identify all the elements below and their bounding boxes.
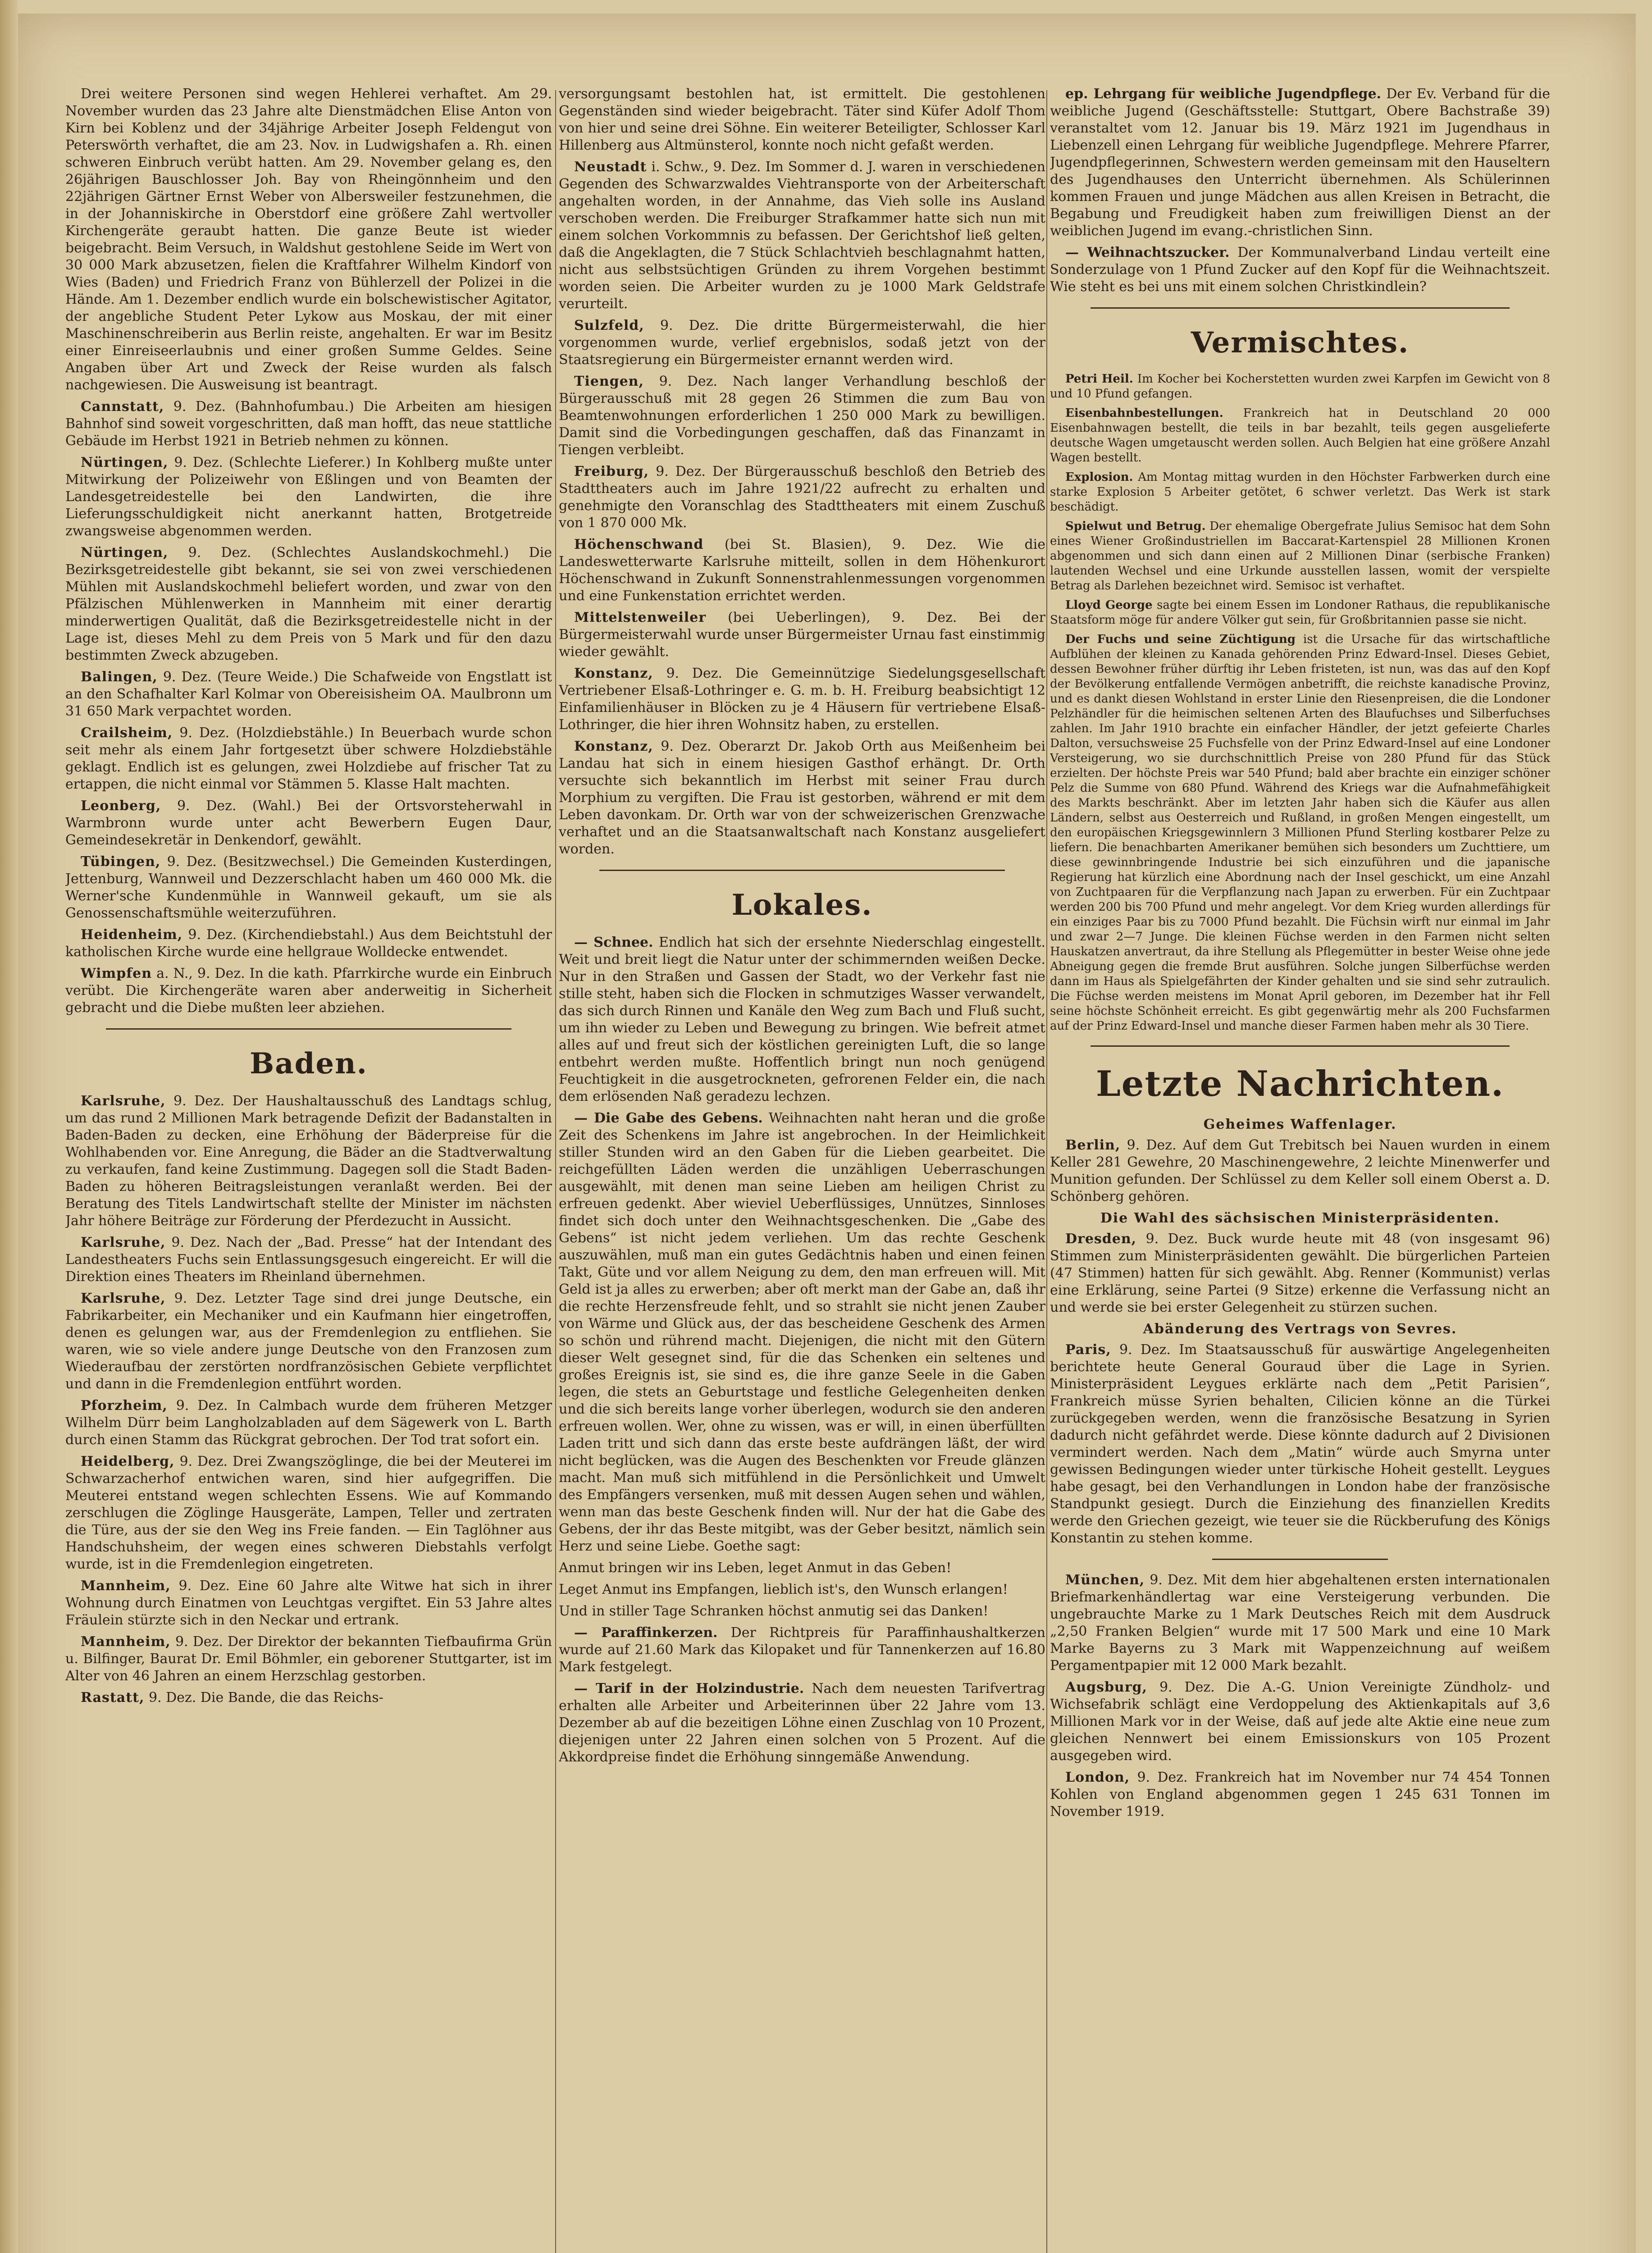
article-mannheim-2: Mannheim, 9. Dez. Der Direktor der bekannten Tiefbaufirma Grün u. Bilfinger, Baurat Dr. Emil Böhmler, ein geborener Stuttgarter, ist im Alter von 46 Jahren an einem Herzschlag gestorben. bbox=[65, 1634, 552, 1684]
article-muenchen: München, 9. Dez. Mit dem hier abgehaltenen ersten internationalen Briefmarkenhändlertag war eine Versteigerung verbunden. Die ungebrauchte Marke zu 1 Mark Deutsches Reich mit dem Ausdruck „2,50 Franken Belgien“ wurde mit 17 500 Mark und eine 10 Mark Marke Bayerns zu 3 Mark mit Wappenzeichnung auf weißem Pergamentpapier mit 12 000 Mark bezahlt. bbox=[1050, 1572, 1550, 1674]
article-paraffinkerzen: — Paraffinkerzen. Der Richtpreis für Paraffinhaushaltkerzen wurde auf 21.60 Mark das Kilopaket und für Tannenkerzen auf 16.80 Mark festgelegt. bbox=[559, 1625, 1045, 1675]
article-divider bbox=[1212, 1559, 1388, 1560]
article-cannstatt: Cannstatt, 9. Dez. (Bahnhofumbau.) Die Arbeiten am hiesigen Bahnhof sind soweit vorgeschritten, daß man hofft, das neue stattliche Gebäude im Herbst 1921 in Betrieb nehmen zu können. bbox=[65, 399, 552, 449]
article-lead: ep. Lehrgang für weibliche Jugendpflege. bbox=[1065, 86, 1382, 102]
place-name: Mittelstenweiler bbox=[574, 610, 707, 625]
article-tiengen: Tiengen, 9. Dez. Nach langer Verhandlung beschloß der Bürgerausschuß mit 28 gegen 26 Stimmen die zum Bau von Beamtenwohnungen erforderlichen 1 250 000 Mark zu bewilligen. Damit sind die Vorbedingungen geschaffen, daß das Finanzamt in Tiengen verbleibt. bbox=[559, 374, 1045, 458]
article-schnee: — Schnee. Endlich hat sich der ersehnte Niederschlag eingestellt. Weit und breit liegt die Natur unter der schimmernden weißen Decke. Nur in den Straßen und Gassen der Stadt, wo der Verkehr fast nie stille steht, haben sich die Flocken in schmutziges Wasser verwandelt, das sich durch Rinnen und Kanäle den Weg zum Bach und Fluß sucht, um ihn wieder zu Leben und Bewegung zu bringen. Wie befreit atmet alles auf und freut sich der köstlichen gereinigten Luft, die so lange entbehrt werden mußte. Hoffentlich bringt nun noch genügend Feuchtigkeit in die ausgetrockneten, gefrorenen Felder ein, die nach dem erlösenden Naß geradezu lechzen. bbox=[559, 935, 1045, 1104]
article-lead: — Die Gabe des Gebens. bbox=[574, 1110, 763, 1126]
item-lead: Spielwut und Betrug. bbox=[1065, 520, 1206, 533]
article-weihnachtszucker: — Weihnachtszucker. Der Kommunalverband Lindau verteilt eine Sonderzulage von 1 Pfund Zucker auf den Kopf für die Weihnachtszeit. Wie steht es bei uns mit einem solchen Christkindlein? bbox=[1050, 245, 1550, 295]
article-paris: Paris, 9. Dez. Im Staatsausschuß für auswärtige Angelegenheiten berichtete heute General Gouraud über die Lage in Syrien. Ministerpräsident Leygues erklärte nach dem „Petit Parisien“, Frankreich müsse Syrien behalten, Cilicien könne an die Türkei zurückgegeben werden, wenn die französische Besatzung in Syrien dadurch nicht gefährdet werde. Diese könnte dadurch auf 2 Divisionen vermindert werden. Nach dem „Matin“ würde auch Smyrna unter gewissen Bedingungen wieder unter türkische Hoheit gestellt. Leygues habe gesagt, bei den Verhandlungen in London habe der französische Standpunkt gesiegt. Durch die Einziehung des finanziellen Kredits werde den Griechen gezeigt, wie teuer sie die Rückberufung des Königs Konstantin zu stehen komme. bbox=[1050, 1342, 1550, 1546]
vermischtes-block bbox=[1050, 372, 1550, 1034]
section-heading-letzte-nachrichten: Letzte Nachrichten. bbox=[1095, 1063, 1505, 1104]
article-pforzheim: Pforzheim, 9. Dez. In Calmbach wurde dem früheren Metzger Wilhelm Dürr beim Langholzabladen auf dem Sägewerk von L. Barth durch einen Stamm das Rückgrat gebrochen. Der Tod trat sofort ein. bbox=[65, 1398, 552, 1448]
column-rule-1 bbox=[555, 90, 556, 2253]
place-name: Nürtingen, bbox=[81, 545, 169, 561]
place-name: Karlsruhe, bbox=[81, 1291, 166, 1306]
article-tarif: — Tarif in der Holzindustrie. Nach dem neuesten Tarifvertrag erhalten alle Arbeiter und Arbeiterinnen über 22 Jahre vom 13. Dezember ab auf die bezeitigen Löhne einen Zuschlag von 10 Prozent, diejenigen unter 22 Jahren einen solchen von 5 Prozent. Auf die Akkordpreise findet die Erhöhung sinngemäße Anwendung. bbox=[559, 1681, 1045, 1765]
place-name: Freiburg, bbox=[574, 464, 649, 479]
place-name: Heidenheim, bbox=[81, 927, 183, 943]
place-name: Dresden, bbox=[1065, 1231, 1137, 1247]
article-konstanz-1: Konstanz, 9. Dez. Die Gemeinnützige Siedelungsgesellschaft Vertriebener Elsaß-Lothringer e. G. m. b. H. Freiburg beabsichtigt 12 Einfamilienhäuser in Blöcken zu je 4 Häusern für vertriebene Elsaß-Lothringer, die hier ihren Wohnsitz haben, zu erstellen. bbox=[559, 666, 1045, 733]
article-lead: — Weihnachtszucker. bbox=[1065, 245, 1230, 260]
article-sulzfeld: Sulzfeld, 9. Dez. Die dritte Bürgermeisterwahl, die hier vorgenommen wurde, verlief ergebnislos, sodaß jetzt von der Staatsregierung ein Bürgermeister ernannt werden wird. bbox=[559, 318, 1045, 368]
column-2 bbox=[559, 86, 1045, 2253]
article-dresden: Dresden, 9. Dez. Buck wurde heute mit 48 (von insgesamt 96) Stimmen zum Ministerpräsidenten gewählt. Die bürgerlichen Parteien (47 Stimmen) hatten für sich gewählt. Abg. Renner (Kommunist) verlas eine Erklärung, seine Partei (9 Sitze) erkenne die Verfassung nicht an und werde sie bei erster Gelegenheit zu stürzen suchen. bbox=[1050, 1231, 1550, 1315]
article-konstanz-2: Konstanz, 9. Dez. Oberarzt Dr. Jakob Orth aus Meißenheim bei Landau hat sich in einem hiesigen Gasthof erhängt. Dr. Orth versuchte sich bekanntlich im Herbst mit seiner Frau durch Morphium zu vergiften. Die Frau ist gestorben, während er mit dem Leben davonkam. Dr. Orth war von der schweizerischen Grenzwache verhaftet und an die Staatsanwaltschaft nach Konstanz ausgeliefert worden. bbox=[559, 739, 1045, 857]
article-rastatt: Rastatt, 9. Dez. Die Bande, die das Reichs- bbox=[81, 1690, 383, 1706]
item-lloyd-george: Lloyd George sagte bei einem Essen im Londoner Rathaus, die republikanische Staatsform möge für andere Völker gut sein, für Großbritannien passe sie nicht. bbox=[1050, 598, 1550, 627]
place-name: Mannheim, bbox=[81, 1634, 171, 1650]
place-name: Rastatt, bbox=[81, 1690, 145, 1706]
subheading-waffenlager: Geheimes Waffenlager. bbox=[1203, 1117, 1397, 1132]
article-mittelstenweiler: Mittelstenweiler (bei Ueberlingen), 9. Dez. Bei der Bürgermeisterwahl wurde unser Bürgermeister Urnau fast einstimmig wieder gewählt. bbox=[559, 610, 1045, 660]
article-rastatt-continued: versorgungsamt bestohlen hat, ist ermittelt. Die gestohlenen Gegenständen sind wieder beigebracht. Täter sind Küfer Adolf Thom von hier und seine drei Söhne. Ein weiterer Beteiligter, Schlosser Karl Hillenberg aus Altmünsterol, konnte noch nicht gefaßt werden. bbox=[559, 86, 1045, 153]
item-eisenbahn: Eisenbahnbestellungen. Frankreich hat in Deutschland 20 000 Eisenbahnwagen bestellt, die teils in bar bezahlt, teils gegen ausgelieferte deutsche Wagen umgetauscht werden sollen. Auch Belgien hat eine größere Anzahl Wagen bestellt. bbox=[1050, 406, 1550, 465]
article-crailsheim: Crailsheim, 9. Dez. (Holzdiebstähle.) In Beuerbach wurde schon seit mehr als einem Jahr fortgesetzt über schwere Holzdiebstähle geklagt. Endlich ist es gelungen, zwei Holzdiebe auf frischer Tat zu ertappen, die nicht einmal vor Stämmen 5. Klasse Halt machten. bbox=[65, 725, 552, 792]
page-binding-edge bbox=[0, 0, 18, 2253]
place-name: Heidelberg, bbox=[81, 1454, 175, 1469]
section-heading-vermischtes: Vermischtes. bbox=[1191, 326, 1410, 360]
article-tuebingen: Tübingen, 9. Dez. (Besitzwechsel.) Die Gemeinden Kusterdingen, Jettenburg, Wannweil und Dezzerschlacht haben um 460 000 Mk. die Werner'sche Kundenmühle in Wannweil gekauft, um sie als Genossenschaftsmühle weiterzuführen. bbox=[65, 854, 552, 921]
section-heading-lokales: Lokales. bbox=[731, 888, 873, 922]
article-leonberg: Leonberg, 9. Dez. (Wahl.) Bei der Ortsvorsteherwahl in Warmbronn wurde unter acht Bewerbern Eugen Daur, Gemeindesekretär in Denkendorf, gewählt. bbox=[65, 798, 552, 848]
article-karlsruhe-3: Karlsruhe, 9. Dez. Letzter Tage sind drei junge Deutsche, ein Fabrikarbeiter, ein Mechaniker und ein Kaufmann hier eingetroffen, denen es gelungen war, aus der Fremdenlegion zu entfliehen. Sie waren, wie so viele andere junge Deutsche von den Franzosen zum Wiederaufbau der zerstörten nordfranzösischen Gebiete verpflichtet und dann in die Fremdenlegion entführt worden. bbox=[65, 1291, 552, 1392]
place-name: Höchenschwand bbox=[574, 537, 704, 552]
column-3 bbox=[1050, 86, 1550, 2253]
place-name: Karlsruhe, bbox=[81, 1093, 166, 1109]
place-name: London, bbox=[1065, 1770, 1130, 1785]
item-lead: Eisenbahnbestellungen. bbox=[1065, 406, 1223, 420]
verse-line-3: Und in stiller Tage Schranken höchst anmutig sei das Danken! bbox=[559, 1603, 989, 1619]
item-lead: Petri Heil. bbox=[1065, 372, 1133, 386]
place-name: Wimpfen bbox=[81, 966, 152, 981]
article-lead: — Tarif in der Holzindustrie. bbox=[574, 1681, 804, 1697]
article-hoechenschwand: Höchenschwand (bei St. Blasien), 9. Dez. Wie die Landeswetterwarte Karlsruhe mitteilt, sollen in dem Höhenkurort Höchenschwand in Zukunft Sonnenstrahlenmessungen vorgenommen und eine Funkenstation errichtet werden. bbox=[559, 537, 1045, 604]
item-lead: Der Fuchs und seine Züchtigung bbox=[1065, 633, 1296, 646]
place-name: Balingen, bbox=[81, 669, 158, 685]
section-heading-baden: Baden. bbox=[250, 1047, 368, 1081]
place-name: Karlsruhe, bbox=[81, 1235, 166, 1250]
article-lehrgang: ep. Lehrgang für weibliche Jugendpflege. Der Ev. Verband für die weibliche Jugend (Geschäftsstelle: Stuttgart, Obere Bachstraße 39) veranstaltet vom 12. Januar bis 19. März 1921 im Jugendhaus in Liebenzell einen Lehrgang für weibliche Jugendpflege. Mehrere Pfarrer, Jugendpflegerinnen, Schwestern werden gemeinsam mit den Hauseltern des Jugendhauses den Unterricht übernehmen. Als Schülerinnen kommen Frauen und junge Mädchen aus allen Kreisen in Betracht, die Begabung und Freudigkeit haben zum freiwilligen Dienst an der weiblichen Jugend im evang.-christlichen Sinn. bbox=[1050, 86, 1550, 239]
article-gabe-des-gebens: — Die Gabe des Gebens. Weihnachten naht heran und die große Zeit des Schenkens im Jahre ist angebrochen. In der Heimlichkeit stiller Stunden wird an den Gaben für die Lieben gearbeitet. Die reichgefüllten Läden werden die unzähligen Ueberraschungen ausgewählt, mit denen man seine Lieben am heiligen Christ zu erfreuen gedenkt. Aber wieviel Ueberflüssiges, Unnützes, Sinnloses findet sich doch unter den Weihnachtsgeschenken. Die „Gabe des Gebens“ ist nicht jedem verliehen. Um das rechte Geschenk auszuwählen, muß man ein gutes Gedächtnis haben und einen feinen Takt, Güte und vor allem Neigung zu dem, den man erfreuen will. Mit Geld ist ja alles zu erwerben; aber oft merkt man der Gabe an, daß ihr die rechte Herzensfreude fehlt, und so strahlt sie nicht jenen Zauber von Wärme und Glück aus, der das bescheidene Geschenk des Armen so schön und rührend macht. Diejenigen, die nicht mit den Gütern dieser Welt gesegnet sind, für die das Schenken ein seltenes und großes Ereignis ist, sie sind es, die ihre ganze Seele in die Gaben legen, die stets an Geburtstage und festliche Gelegenheiten denken und die sich bereits lange vorher überlegen, wodurch sie den anderen erfreuen wollen. Wer, ohne zu wissen, was er will, in einen überfüllten Laden tritt und sich dann das erste beste aufdrängen läßt, der wird nicht beglücken, was die Augen des Beschenkten vor Freude glänzen macht. Man muß sich mitfühlend in die Persönlichkeit und Umwelt des Empfängers versenken, muß mit dessen Augen sehen und wählen, wenn man das beste Geschenk finden will. Nur der hat die Gabe des Gebens, der ihr das Beste mitgibt, was der Geber besitzt, nämlich sein Herz und seine Liebe. Goethe sagt: bbox=[559, 1110, 1045, 1554]
place-name: Konstanz, bbox=[574, 666, 653, 681]
section-divider bbox=[1091, 1045, 1510, 1047]
verse-line-1: Anmut bringen wir ins Leben, leget Anmut in das Geben! bbox=[559, 1560, 952, 1576]
place-name: Mannheim, bbox=[81, 1578, 171, 1594]
place-name: Augsburg, bbox=[1065, 1679, 1147, 1695]
article-hehlerei: Drei weitere Personen sind wegen Hehlerei verhaftet. Am 29. November wurden das 23 Jahre alte Dienstmädchen Elise Anton von Kirn bei Koblenz und der 34jährige Arbeiter Joseph Feldengut von Peterswörth verhaftet, die am 23. Nov. in Ludwigshafen a. Rh. einen schweren Einbruch verübt hatten. Am 29. November gelang es, den 26jährigen Bauschlosser Joh. Bay von Rheingönnheim und den 22jährigen Gärtner Ernst Weber von Albersweiler festzunehmen, die in der Johanniskirche in Oberstdorf eine größere Zahl wertvoller Kirchengeräte geraubt hatten. Die ganze Beute ist wieder beigebracht. Beim Versuch, in Waldshut gestohlene Seide im Wert von 30 000 Mark abzusetzen, fielen die Kraftfahrer Wilhelm Kindorf von Wies (Baden) und Friedrich Franz von Bühlerzell der Polizei in die Hände. Am 1. Dezember endlich wurde ein bolschewistischer Agitator, der angebliche Student Peter Lykow aus Moskau, der mit einer Maschinenschreiberin aus Berlin reiste, angehalten. Er war im Besitz einer Einreiseerlaubnis und einer großen Summe Geldes. Seine Angaben über Art und Zweck der Reise wurden als falsch nachgewiesen. Die Ausweisung ist beantragt. bbox=[65, 86, 552, 393]
article-augsburg: Augsburg, 9. Dez. Die A.-G. Union Vereinigte Zündholz- und Wichsefabrik schlägt eine Verdoppelung des Aktienkapitals auf 3,6 Millionen Mark vor in der Weise, daß auf jede alte Aktie eine neue zum gleichen Nennwert bei einem Emissionskurs von 105 Prozent ausgegeben wird. bbox=[1050, 1679, 1550, 1764]
article-london: London, 9. Dez. Frankreich hat im November nur 74 454 Tonnen Kohlen von England abgenommen gegen 1 245 631 Tonnen im November 1919. bbox=[1050, 1770, 1550, 1820]
article-nuertingen-1: Nürtingen, 9. Dez. (Schlechte Lieferer.) In Kohlberg mußte unter Mitwirkung der Polizeiwehr von Eßlingen und von Beamten der Landesgetreidestelle bei den Landwirten, die ihre Lieferungsschuldigkeit nicht anerkannt hatten, Brotgetreide zwangsweise abgenommen werden. bbox=[65, 455, 552, 539]
item-fuchs: Der Fuchs und seine Züchtigung ist die Ursache für das wirtschaftliche Aufblühen der kleinen zu Kanada gehörenden Prinz Edward-Insel. Dieses Gebiet, dessen Bewohner früher dürftig ihr Leben fristeten, ist nun, was das auf den Kopf der Bevölkerung entfallende Vermögen anbetrifft, die reichste kanadische Provinz, und es dankt diesen Wohlstand in erster Linie den Riesenpreisen, die die Londoner Pelzhändler für die heimischen seltenen Arten des Blaufuchses und Silberfuchses zahlen. Im Jahr 1910 brachte ein einfacher Händler, der jetzt gefeierte Charles Dalton, versuchsweise 25 Fuchsfelle von der Prinz Edward-Insel auf eine Londoner Versteigerung, wo sie durchschnittlich Preise von 280 Pfund für das Stück erzielten. Der höchste Preis war 540 Pfund; bald aber brachte ein einziger schöner Pelz die Summe von 680 Pfund. Während des Kriegs war die Aufnahmefähigkeit des Markts beschränkt. Aber im letzten Jahr haben sich die Käufer aus allen Ländern, selbst aus Oesterreich und Rußland, in großen Mengen eingestellt, um den europäischen Kriegsgewinnlern 3 Millionen Pfund Sterling kostbarer Pelze zu liefern. Die benachbarten Amerikaner bemühen sich besonders um Zuchttiere, um diese gewinnbringende Industrie bei sich einzuführen und die japanische Regierung hat kürzlich eine Abordnung nach der Insel geschickt, um eine Anzahl von Zuchtpaaren für die Verpflanzung nach Japan zu erwerben. Für ein Zuchtpaar werden 200 bis 700 Pfund und mehr angelegt. Vor dem Krieg wurden allerdings für ein einziges Paar bis zu 7000 Pfund bezahlt. Die Füchsin wirft nur einmal im Jahr und zwar 2—7 Junge. Die kleinen Füchse werden in den Farmen nicht selten Hauskatzen anvertraut, da ihre Stellung als Pflegemütter in bester Weise ohne jede Abneigung gegen die fremde Brut ausführen. Solche jungen Silberfüchse werden dann im Haus als Spielgefährten der Kinder gehalten und sie sind sehr zutraulich. Die Füchse werden meistens im Monat April geboren, im Dezember hat ihr Fell seine höchste Schönheit erreicht. Es gibt gegenwärtig mehr als 200 Fuchsfarmen auf der Prinz Edward-Insel und manche dieser Farmen haben mehr als 30 Tiere. bbox=[1050, 633, 1550, 1033]
section-divider bbox=[599, 870, 1005, 871]
place-name: Sulzfeld, bbox=[574, 318, 644, 333]
article-karlsruhe-1: Karlsruhe, 9. Dez. Der Haushaltausschuß des Landtags schlug, um das rund 2 Millionen Mark betragende Defizit der Badanstalten in Baden-Baden zu decken, eine Erhöhung der Bäderpreise für die Wohlhabenden vor. Eine Anregung, die Bäder an die Stadtverwaltung zu verkaufen, fand keine Zustimmung. Dagegen soll die Stadt Baden-Baden zu höheren Beitragsleistungen veranlaßt werden. Bei der Beratung des Titels Landwirtschaft stellte der Minister im nächsten Jahr höhere Beiträge zur Förderung der Pferdezucht in Aussicht. bbox=[65, 1093, 552, 1229]
place-name: Tiengen, bbox=[574, 374, 644, 389]
item-lead: Lloyd George bbox=[1065, 598, 1153, 612]
article-heidelberg: Heidelberg, 9. Dez. Drei Zwangszöglinge, die bei der Meuterei im Schwarzacherhof entwichen waren, sind hier aufgegriffen. Die Meuterei entstand wegen schlechten Essens. Wie auf Kommando zerschlugen die Zöglinge Hausgeräte, Lampen, Teller und zertraten die Türe, aus der sie den Weg ins Freie fanden. — Ein Taglöhner aus Handschuhsheim, der wegen eines schweren Diebstahls verfolgt wurde, ist in die Fremdenlegion eingetreten. bbox=[65, 1454, 552, 1572]
column-rule-2 bbox=[1046, 90, 1047, 2253]
place-name: Leonberg, bbox=[81, 798, 161, 814]
place-name: Paris, bbox=[1065, 1342, 1111, 1358]
article-karlsruhe-2: Karlsruhe, 9. Dez. Nach der „Bad. Presse“ hat der Intendant des Landestheaters Fuchs sein Entlassungsgesuch eingereicht. Er will die Direktion eines Theaters im Rheinland übernehmen. bbox=[65, 1235, 552, 1285]
section-divider bbox=[1091, 307, 1510, 309]
item-explosion: Explosion. Am Montag mittag wurden in den Höchster Farbwerken durch eine starke Explosion 5 Arbeiter getötet, 6 schwer verletzt. Das Werk ist stark beschädigt. bbox=[1050, 470, 1550, 514]
column-1 bbox=[65, 86, 552, 2253]
item-petri-heil: Petri Heil. Im Kocher bei Kocherstetten wurden zwei Karpfen im Gewicht von 8 und 10 Pfund gefangen. bbox=[1050, 372, 1550, 401]
article-lead: — Paraffinkerzen. bbox=[574, 1625, 718, 1641]
article-berlin: Berlin, 9. Dez. Auf dem Gut Trebitsch bei Nauen wurden in einem Keller 281 Gewehre, 20 Maschinengewehre, 2 leichte Minenwerfer und Munition gefunden. Der Schlüssel zu dem Keller soll einem Oberst a. D. Schönberg gehören. bbox=[1050, 1137, 1550, 1204]
article-freiburg: Freiburg, 9. Dez. Der Bürgerausschuß beschloß den Betrieb des Stadttheaters auch im Jahre 1921/22 aufrecht zu erhalten und genehmigte den Voranschlag des Stadttheaters mit einem Zuschuß von 1 870 000 Mk. bbox=[559, 464, 1045, 531]
place-name: Pforzheim, bbox=[81, 1398, 168, 1414]
place-name: Berlin, bbox=[1065, 1137, 1121, 1153]
article-mannheim-1: Mannheim, 9. Dez. Eine 60 Jahre alte Witwe hat sich in ihrer Wohnung durch Einatmen von Leuchtgas vergiftet. Ein 53 Jahre altes Fräulein stürzte sich in den Neckar und ertrank. bbox=[65, 1578, 552, 1628]
article-balingen: Balingen, 9. Dez. (Teure Weide.) Die Schafweide von Engstlatt ist an den Schafhalter Karl Kolmar von Obereisisheim OA. Maulbronn um 31 650 Mark verpachtet worden. bbox=[65, 669, 552, 719]
subheading-sevres: Abänderung des Vertrags von Sevres. bbox=[1143, 1321, 1457, 1337]
article-nuertingen-2: Nürtingen, 9. Dez. (Schlechtes Auslandskochmehl.) Die Bezirksgetreidestelle gibt bekannt, sie sei von zwei verschiedenen Mühlen mit Auslandskochmehl beliefert worden, und zwar von den Pfälzischen Mühlenwerken in Mannheim mit einer derartig minderwertigen Qualität, daß die Bezirksgetreidestelle nicht in der Lage ist, dieses Mehl zu dem Preis von 5 Mark und für den dazu bestimmten Zweck abzugeben. bbox=[65, 545, 552, 663]
item-lead: Explosion. bbox=[1065, 470, 1133, 484]
item-spielwut: Spielwut und Betrug. Der ehemalige Obergefrate Julius Semisoc hat dem Sohn eines Wiener Großindustriellen im Baccarat-Kartenspiel 28 Millionen Kronen abgenommen und sich dann einen auf 2 Millionen Dinar (serbische Franken) lautenden Wechsel und eine Urkunde ausstellen lassen, womit der verspielte Betrag als Darlehen bezeichnet wird. Semisoc ist verhaftet. bbox=[1050, 520, 1550, 593]
place-name: Neustadt bbox=[574, 159, 647, 175]
article-lead: — Schnee. bbox=[574, 935, 653, 950]
place-name: München, bbox=[1065, 1572, 1145, 1588]
article-wimpfen: Wimpfen a. N., 9. Dez. In die kath. Pfarrkirche wurde ein Einbruch verübt. Die Kirchengeräte waren aber anderweitig in Sicherheit gebracht und die Diebe mußten leer abziehen. bbox=[65, 966, 552, 1016]
place-name: Konstanz, bbox=[574, 739, 653, 754]
subheading-sachsen-wahl: Die Wahl des sächsischen Ministerpräsidenten. bbox=[1100, 1210, 1500, 1226]
place-name: Crailsheim, bbox=[81, 725, 173, 741]
section-divider bbox=[106, 1028, 511, 1030]
article-heidenheim: Heidenheim, 9. Dez. (Kirchendiebstahl.) Aus dem Beichtstuhl der katholischen Kirche wurde eine hellgraue Wolldecke entwendet. bbox=[65, 927, 552, 960]
place-name: Nürtingen, bbox=[81, 455, 169, 470]
verse-line-2: Leget Anmut ins Empfangen, lieblich ist's, den Wunsch erlangen! bbox=[559, 1582, 1008, 1597]
article-neustadt: Neustadt i. Schw., 9. Dez. Im Sommer d. J. waren in verschiedenen Gegenden des Schwarzwaldes Viehtransporte von der Arbeiterschaft angehalten worden, in der Annahme, das Vieh solle ins Ausland verschoben werden. Die Freiburger Strafkammer hatte sich nun mit einem solchen Vorkommnis zu befassen. Der Gerichtshof ließ gelten, daß die Angeklagten, die 7 Stück Schlachtvieh beschlagnahmt hatten, nicht aus selbstsüchtigen Gründen zu ihrem Vorgehen bestimmt worden seien. Die Arbeiter wurden zu je 1000 Mark Geldstrafe verurteilt. bbox=[559, 159, 1045, 312]
place-name: Tübingen, bbox=[81, 854, 161, 870]
place-name: Cannstatt, bbox=[81, 399, 164, 415]
